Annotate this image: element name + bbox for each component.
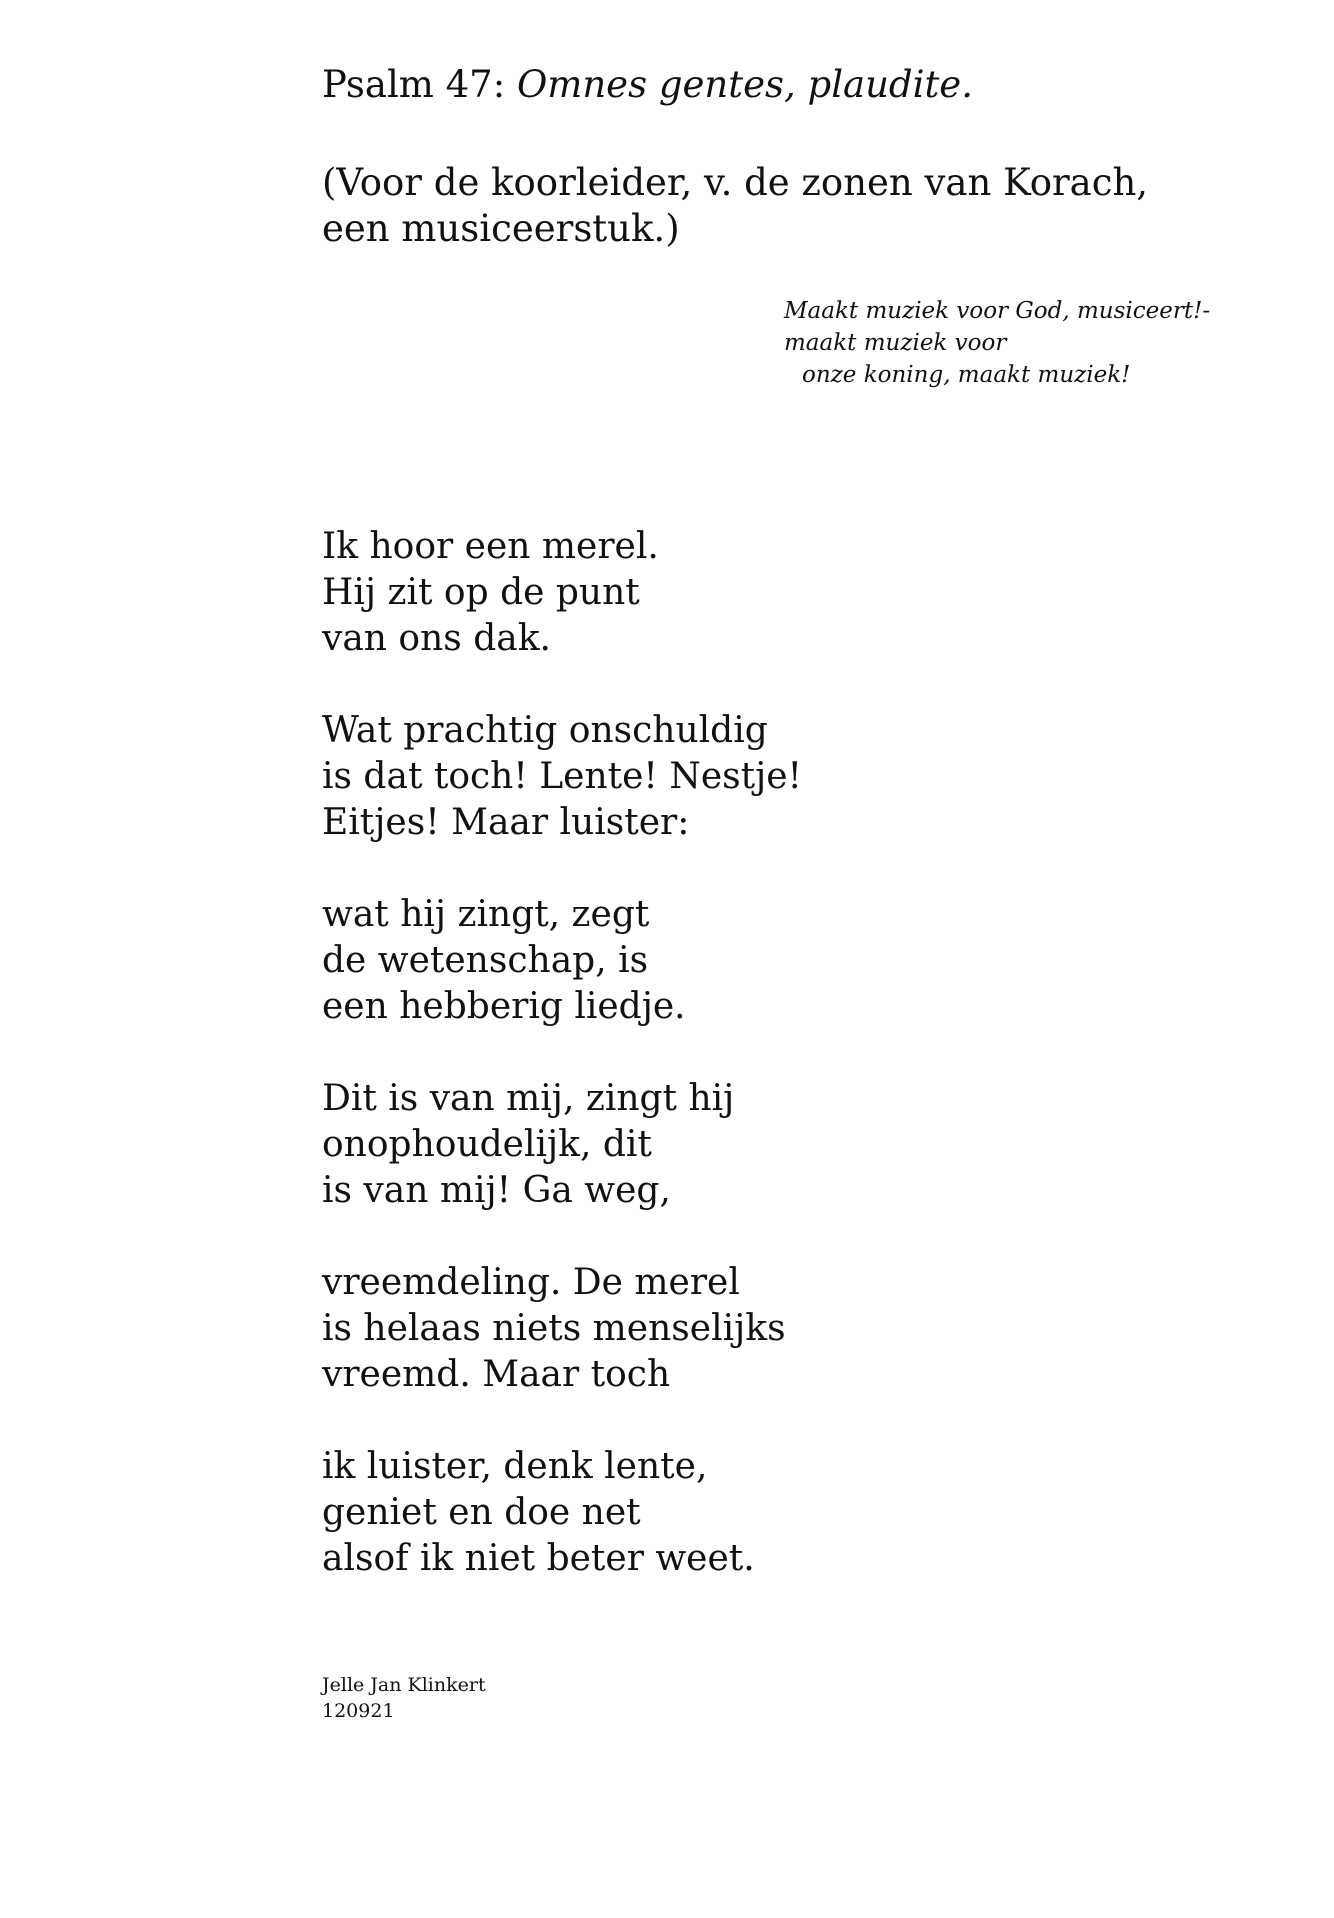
poem-line: onophoudelijk, dit: [322, 1124, 652, 1165]
poem-line: vreemd. Maar toch: [322, 1354, 671, 1395]
stanza: [322, 1260, 802, 1398]
poem-line: van ons dak.: [322, 618, 551, 659]
poem-line: Hij zit op de punt: [322, 572, 640, 613]
poem-line: ik luister, denk lente,: [322, 1446, 708, 1487]
author-name: Jelle Jan Klinkert: [322, 1674, 486, 1696]
stanza: [322, 708, 802, 846]
poem-line: vreemdeling. De merel: [322, 1262, 740, 1303]
poem-date: 120921: [322, 1700, 395, 1722]
poem-line: geniet en doe net: [322, 1492, 641, 1533]
stanza: [322, 1444, 802, 1582]
signature: [322, 1672, 486, 1724]
epigraph: [784, 295, 1210, 391]
stanza: [322, 892, 802, 1030]
poem-line: de wetenschap, is: [322, 940, 649, 981]
poem-line: is dat toch! Lente! Nestje!: [322, 756, 803, 797]
epigraph-line: Maakt muziek voor God, musiceert!-: [784, 298, 1211, 324]
poem-line: is helaas niets menselijks: [322, 1308, 786, 1349]
title-prefix: Psalm 47:: [322, 63, 517, 106]
stanza: [322, 1076, 802, 1214]
stanza: [322, 524, 802, 662]
dedication: [322, 160, 1148, 252]
poem-line: een hebberig liedje.: [322, 986, 686, 1027]
poem-line: wat hij zingt, zegt: [322, 894, 650, 935]
poem-line: Wat prachtig onschuldig: [322, 710, 768, 751]
poem-line: is van mij! Ga weg,: [322, 1170, 671, 1211]
poem-line: Ik hoor een merel.: [322, 526, 659, 567]
poem-line: Dit is van mij, zingt hij: [322, 1078, 735, 1119]
epigraph-line: maakt muziek voor: [784, 330, 1007, 356]
poem-line: alsof ik niet beter weet.: [322, 1538, 755, 1579]
poem-body: [322, 524, 802, 1582]
epigraph-line: onze koning, maakt muziek!: [802, 362, 1131, 388]
dedication-line: een musiceerstuk.): [322, 207, 680, 250]
poem-line: Eitjes! Maar luister:: [322, 802, 690, 843]
dedication-line: (Voor de koorleider, v. de zonen van Korach,: [322, 161, 1149, 204]
poem-title: [322, 62, 973, 108]
title-latin: Omnes gentes, plaudite.: [516, 63, 973, 106]
